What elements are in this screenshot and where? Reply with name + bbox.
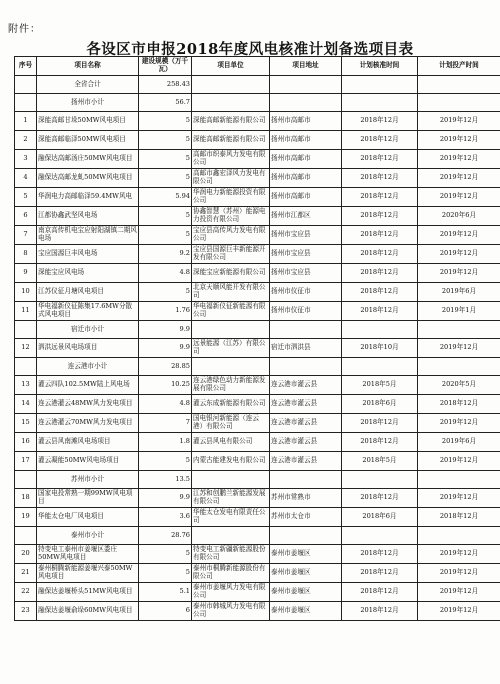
subtotal-empty-cell — [418, 321, 500, 339]
capacity-cell: 9.9 — [139, 489, 192, 508]
project-unit-cell: 深能高邮新能源有限公司 — [192, 112, 270, 131]
subtotal-label: 泰州市小计 — [37, 527, 139, 545]
capacity-cell: 5.1 — [139, 583, 192, 602]
approval-time-cell: 2018年12月 — [342, 545, 418, 564]
project-name-cell: 融保达高邮龙虬50MW风电项目 — [37, 169, 139, 188]
operation-time-cell: 2018年12月 — [418, 395, 500, 414]
project-unit-cell: 宝应县国源巨丰新能源开发有限公司 — [192, 245, 270, 264]
operation-time-cell: 2018年12月 — [418, 508, 500, 527]
location-cell: 扬州市宝应县 — [270, 245, 342, 264]
subtotal-empty-cell — [270, 76, 342, 94]
capacity-cell: 5 — [139, 207, 192, 226]
location-cell: 泰州市姜堰区 — [270, 545, 342, 564]
project-name-cell: 融保达高邮汤庄50MW风电项目 — [37, 150, 139, 169]
location-cell: 扬州市高邮市 — [270, 150, 342, 169]
subtotal-empty-cell — [342, 321, 418, 339]
subtotal-row — [15, 527, 500, 545]
table-row — [15, 207, 500, 226]
subtotal-row — [15, 94, 500, 112]
operation-time-cell: 2019年12月 — [418, 169, 500, 188]
col-header-no: 序号 — [15, 57, 37, 76]
location-cell: 扬州市高邮市 — [270, 131, 342, 150]
approval-time-cell: 2018年12月 — [342, 169, 418, 188]
table-row — [15, 169, 500, 188]
project-unit-cell: 江苏和创鹏兰新能源发展有限公司 — [192, 489, 270, 508]
operation-time-cell: 2019年12月 — [418, 226, 500, 245]
operation-time-cell: 2019年12月 — [418, 112, 500, 131]
operation-time-cell: 2020年5月 — [418, 376, 500, 395]
row-number: 12 — [15, 339, 37, 358]
row-number: 2 — [15, 131, 37, 150]
table-row — [15, 602, 500, 621]
project-name-cell: 国家电投常熟一期99MW风电项目 — [37, 489, 139, 508]
project-unit-cell: 华电福新仪征新能源有限公司 — [192, 302, 270, 321]
project-name-cell: 江都协鑫武坚风电场 — [37, 207, 139, 226]
subtotal-value: 258.43 — [139, 76, 192, 94]
table-row — [15, 188, 500, 207]
subtotal-empty-cell — [342, 527, 418, 545]
table-body — [15, 76, 500, 621]
capacity-cell: 7 — [139, 414, 192, 433]
operation-time-cell: 2019年12月 — [418, 489, 500, 508]
project-unit-cell: 国电银河新能源（连云港）有限公司 — [192, 414, 270, 433]
project-unit-cell: 泰州市韩城风力发电有限公司 — [192, 602, 270, 621]
capacity-cell: 5 — [139, 283, 192, 302]
operation-time-cell: 2019年12月 — [418, 131, 500, 150]
subtotal-row — [15, 358, 500, 376]
project-unit-cell: 北京天顺风能开发有限公司 — [192, 283, 270, 302]
subtotal-value: 9.9 — [139, 321, 192, 339]
approval-time-cell: 2018年12月 — [342, 245, 418, 264]
subtotal-row — [15, 321, 500, 339]
row-number: 20 — [15, 545, 37, 564]
capacity-cell: 1.76 — [139, 302, 192, 321]
project-unit-cell: 内蒙古能建发电有限公司 — [192, 452, 270, 471]
project-name-cell: 灌云四队102.5MW陆上风电场 — [37, 376, 139, 395]
col-header-unit: 项目单位 — [192, 57, 270, 76]
project-name-cell: 华润电力高邮临泽59.4MW风电 — [37, 188, 139, 207]
project-name-cell: 华电福新仪征陈集17.6MW分散式风电项目 — [37, 302, 139, 321]
operation-time-cell: 2019年6月 — [418, 433, 500, 452]
table-row — [15, 131, 500, 150]
operation-time-cell: 2019年12月 — [418, 245, 500, 264]
project-name-cell: 宝应国源巨丰风电场 — [37, 245, 139, 264]
row-number: 10 — [15, 283, 37, 302]
subtotal-blank-cell — [15, 471, 37, 489]
approval-time-cell: 2018年12月 — [342, 302, 418, 321]
subtotal-empty-cell — [270, 527, 342, 545]
table-header-row — [15, 57, 500, 76]
capacity-cell: 4.8 — [139, 395, 192, 414]
project-unit-cell: 泰州市姜堰风力发电有限公司 — [192, 583, 270, 602]
project-name-cell: 深能高邮临泽50MW风电项目 — [37, 131, 139, 150]
operation-time-cell: 2019年6月 — [418, 283, 500, 302]
row-number: 3 — [15, 150, 37, 169]
capacity-cell: 9.2 — [139, 245, 192, 264]
project-name-cell: 南京高传机电宝应射阳湖镇二期风电场 — [37, 226, 139, 245]
project-unit-cell: 深能高邮新能源有限公司 — [192, 131, 270, 150]
approval-time-cell: 2018年10月 — [342, 339, 418, 358]
row-number: 6 — [15, 207, 37, 226]
subtotal-empty-cell — [192, 94, 270, 112]
subtotal-label: 苏州市小计 — [37, 471, 139, 489]
row-number: 23 — [15, 602, 37, 621]
subtotal-empty-cell — [192, 527, 270, 545]
location-cell: 泰州市姜堰区 — [270, 583, 342, 602]
row-number: 18 — [15, 489, 37, 508]
row-number: 7 — [15, 226, 37, 245]
approval-time-cell: 2018年12月 — [342, 112, 418, 131]
operation-time-cell: 2019年12月 — [418, 150, 500, 169]
table-row — [15, 376, 500, 395]
approval-time-cell: 2018年5月 — [342, 376, 418, 395]
project-table — [14, 56, 500, 621]
table-row — [15, 564, 500, 583]
capacity-cell: 5 — [139, 545, 192, 564]
subtotal-label: 宿迁市小计 — [37, 321, 139, 339]
subtotal-blank-cell — [15, 94, 37, 112]
subtotal-value: 28.76 — [139, 527, 192, 545]
row-number: 4 — [15, 169, 37, 188]
project-unit-cell: 连云港绿色动力新能源发展有限公司 — [192, 376, 270, 395]
table-row — [15, 264, 500, 283]
row-number: 14 — [15, 395, 37, 414]
approval-time-cell: 2018年12月 — [342, 414, 418, 433]
location-cell: 扬州市仪征市 — [270, 283, 342, 302]
approval-time-cell: 2018年12月 — [342, 226, 418, 245]
project-unit-cell: 高邮市织泰风力发电有限公司 — [192, 150, 270, 169]
subtotal-empty-cell — [342, 76, 418, 94]
approval-time-cell: 2018年12月 — [342, 489, 418, 508]
table-row — [15, 583, 500, 602]
location-cell: 扬州市高邮市 — [270, 112, 342, 131]
subtotal-blank-cell — [15, 527, 37, 545]
project-name-cell: 灌云县风南滩风电场项目 — [37, 433, 139, 452]
capacity-cell: 9.9 — [139, 339, 192, 358]
subtotal-value: 28.85 — [139, 358, 192, 376]
subtotal-empty-cell — [418, 358, 500, 376]
row-number: 22 — [15, 583, 37, 602]
subtotal-empty-cell — [342, 358, 418, 376]
project-name-cell: 华能太仓电厂风电项目 — [37, 508, 139, 527]
subtotal-label: 全省合计 — [37, 76, 139, 94]
project-unit-cell: 深能宝应新能源有限公司 — [192, 264, 270, 283]
row-number: 15 — [15, 414, 37, 433]
table-row — [15, 489, 500, 508]
capacity-cell: 5 — [139, 226, 192, 245]
approval-time-cell: 2018年12月 — [342, 150, 418, 169]
row-number: 1 — [15, 112, 37, 131]
attachment-label: 附件： — [8, 24, 41, 35]
row-number: 19 — [15, 508, 37, 527]
project-unit-cell: 华能太仓发电有限责任公司 — [192, 508, 270, 527]
location-cell: 连云港市灌云县 — [270, 395, 342, 414]
col-header-capacity: 建设规模（万千瓦） — [139, 57, 192, 76]
approval-time-cell: 2018年12月 — [342, 433, 418, 452]
subtotal-empty-cell — [270, 471, 342, 489]
project-name-cell: 灌云凝能50MW风电场项目 — [37, 452, 139, 471]
capacity-cell: 3.6 — [139, 508, 192, 527]
location-cell: 宿迁市泗洪县 — [270, 339, 342, 358]
operation-time-cell: 2019年12月 — [418, 339, 500, 358]
subtotal-label: 连云港市小计 — [37, 358, 139, 376]
approval-time-cell: 2018年12月 — [342, 188, 418, 207]
subtotal-empty-cell — [342, 471, 418, 489]
project-unit-cell: 华润电力新能源投资有限公司 — [192, 188, 270, 207]
location-cell: 连云港市灌云县 — [270, 452, 342, 471]
operation-time-cell: 2019年12月 — [418, 264, 500, 283]
subtotal-blank-cell — [15, 76, 37, 94]
capacity-cell: 1.8 — [139, 433, 192, 452]
subtotal-value: 56.7 — [139, 94, 192, 112]
project-name-cell: 深能高邮甘垛50MW风电项目 — [37, 112, 139, 131]
project-unit-cell: 泰州市桐腾新能源股份有限公司 — [192, 564, 270, 583]
capacity-cell: 5 — [139, 564, 192, 583]
subtotal-empty-cell — [270, 321, 342, 339]
table-row — [15, 339, 500, 358]
subtotal-empty-cell — [418, 527, 500, 545]
row-number: 13 — [15, 376, 37, 395]
capacity-cell: 5 — [139, 112, 192, 131]
operation-time-cell: 2019年12月 — [418, 583, 500, 602]
subtotal-empty-cell — [192, 358, 270, 376]
table-row — [15, 545, 500, 564]
location-cell: 泰州市姜堰区 — [270, 564, 342, 583]
table-row — [15, 150, 500, 169]
location-cell: 苏州市太仓市 — [270, 508, 342, 527]
location-cell: 扬州市宝应县 — [270, 226, 342, 245]
location-cell: 扬州市宝应县 — [270, 264, 342, 283]
capacity-cell: 5 — [139, 169, 192, 188]
operation-time-cell: 2019年12月 — [418, 545, 500, 564]
table-row — [15, 395, 500, 414]
subtotal-empty-cell — [192, 321, 270, 339]
subtotal-empty-cell — [418, 471, 500, 489]
row-number: 9 — [15, 264, 37, 283]
approval-time-cell: 2018年6月 — [342, 395, 418, 414]
operation-time-cell: 2019年12月 — [418, 414, 500, 433]
location-cell: 连云港市灌云县 — [270, 414, 342, 433]
subtotal-empty-cell — [192, 471, 270, 489]
project-unit-cell: 宝应县高传风力发电有限公司 — [192, 226, 270, 245]
location-cell: 扬州市高邮市 — [270, 188, 342, 207]
project-name-cell: 江苏仪征月塘风电项目 — [37, 283, 139, 302]
table-row — [15, 226, 500, 245]
capacity-cell: 5 — [139, 131, 192, 150]
row-number: 8 — [15, 245, 37, 264]
approval-time-cell: 2018年6月 — [342, 508, 418, 527]
location-cell: 泰州市姜堰区 — [270, 602, 342, 621]
project-name-cell: 泰州桐腾新能源姜堰兴泰50MW风电项目 — [37, 564, 139, 583]
project-unit-cell: 协鑫智慧（苏州）能源电力投资有限公司 — [192, 207, 270, 226]
subtotal-empty-cell — [418, 76, 500, 94]
location-cell: 连云港市灌云县 — [270, 376, 342, 395]
subtotal-value: 13.5 — [139, 471, 192, 489]
capacity-cell: 5.94 — [139, 188, 192, 207]
capacity-cell: 4.8 — [139, 264, 192, 283]
approval-time-cell: 2018年5月 — [342, 452, 418, 471]
subtotal-empty-cell — [342, 94, 418, 112]
table-row — [15, 508, 500, 527]
capacity-cell: 5 — [139, 452, 192, 471]
project-unit-cell: 灌云县风电有限公司 — [192, 433, 270, 452]
project-name-cell: 连云港灌云48MW风力发电项目 — [37, 395, 139, 414]
location-cell: 连云港市灌云县 — [270, 433, 342, 452]
capacity-cell: 6 — [139, 602, 192, 621]
operation-time-cell: 2019年1月 — [418, 302, 500, 321]
location-cell: 扬州市仪征市 — [270, 302, 342, 321]
col-header-name: 项目名称 — [37, 57, 139, 76]
subtotal-empty-cell — [192, 76, 270, 94]
operation-time-cell: 2019年12月 — [418, 452, 500, 471]
table-row — [15, 433, 500, 452]
operation-time-cell: 2019年12月 — [418, 564, 500, 583]
project-name-cell: 泗洪远景风电场项目 — [37, 339, 139, 358]
row-number: 5 — [15, 188, 37, 207]
row-number: 17 — [15, 452, 37, 471]
project-name-cell: 融保达姜堰桥头51MW风电项目 — [37, 583, 139, 602]
table-row — [15, 414, 500, 433]
capacity-cell: 5 — [139, 150, 192, 169]
subtotal-empty-cell — [270, 94, 342, 112]
table-row — [15, 302, 500, 321]
location-cell: 扬州市江都区 — [270, 207, 342, 226]
project-unit-cell: 高邮市鑫宏泽风力发电有限公司 — [192, 169, 270, 188]
project-name-cell: 连云港灌云70MW风力发电项目 — [37, 414, 139, 433]
page-title: 各设区市申报2018年度风电核准计划备选项目表 — [86, 41, 414, 58]
project-unit-cell: 灌云东成新能源有限公司 — [192, 395, 270, 414]
table-row — [15, 245, 500, 264]
table-row — [15, 452, 500, 471]
approval-time-cell: 2018年12月 — [342, 264, 418, 283]
subtotal-label: 扬州市小计 — [37, 94, 139, 112]
subtotal-empty-cell — [418, 94, 500, 112]
subtotal-blank-cell — [15, 358, 37, 376]
subtotal-row — [15, 76, 500, 94]
location-cell: 苏州市常熟市 — [270, 489, 342, 508]
operation-time-cell: 2020年6月 — [418, 207, 500, 226]
subtotal-empty-cell — [270, 358, 342, 376]
col-header-operation-time: 计划投产时间 — [418, 57, 500, 76]
approval-time-cell: 2018年12月 — [342, 583, 418, 602]
table-row — [15, 112, 500, 131]
subtotal-row — [15, 471, 500, 489]
project-unit-cell: 远景能源（江苏）有限公司 — [192, 339, 270, 358]
project-unit-cell: 特变电工新疆新能源股份有限公司 — [192, 545, 270, 564]
approval-time-cell: 2018年12月 — [342, 564, 418, 583]
col-header-approval-time: 计划核准时间 — [342, 57, 418, 76]
approval-time-cell: 2018年12月 — [342, 131, 418, 150]
row-number: 16 — [15, 433, 37, 452]
operation-time-cell: 2019年12月 — [418, 188, 500, 207]
col-header-location: 项目地址 — [270, 57, 342, 76]
project-name-cell: 融保达姜堰俞垛60MW风电项目 — [37, 602, 139, 621]
project-name-cell: 深能宝应风电场 — [37, 264, 139, 283]
approval-time-cell: 2018年12月 — [342, 207, 418, 226]
project-name-cell: 特变电工泰州市姜堰区娄庄50MW风电项目 — [37, 545, 139, 564]
row-number: 11 — [15, 302, 37, 321]
subtotal-blank-cell — [15, 321, 37, 339]
capacity-cell: 10.25 — [139, 376, 192, 395]
table-row — [15, 283, 500, 302]
approval-time-cell: 2018年12月 — [342, 283, 418, 302]
row-number: 21 — [15, 564, 37, 583]
approval-time-cell: 2018年12月 — [342, 602, 418, 621]
operation-time-cell: 2019年12月 — [418, 602, 500, 621]
location-cell: 扬州市高邮市 — [270, 169, 342, 188]
